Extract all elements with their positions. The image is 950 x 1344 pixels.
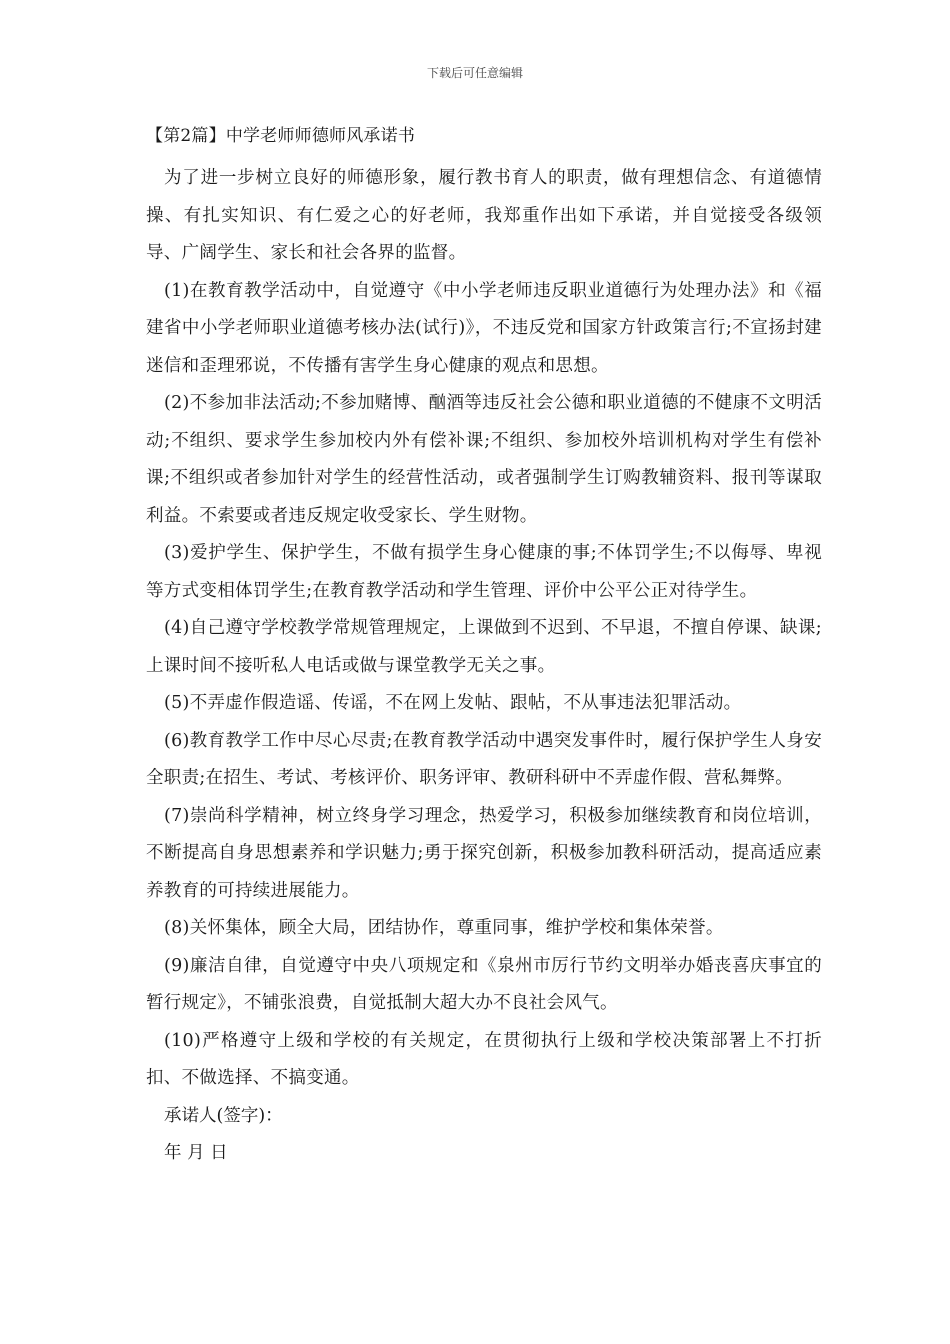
commitment-item-9: (9)廉洁自律，自觉遵守中央八项规定和《泉州市厉行节约文明举办婚丧喜庆事宜的暂行规定》，不铺张浪费，自觉抵制大超大办不良社会风气。	[146, 955, 822, 1013]
commitment-item-10: (10)严格遵守上级和学校的有关规定，在贯彻执行上级和学校决策部署上不打折扣、不做选择、不搞变通。	[146, 1030, 822, 1088]
page-header: 下载后可任意编辑	[426, 66, 523, 80]
commitment-item-6: (6)教育教学工作中尽心尽责;在教育教学活动中遇突发事件时，履行保护学生人身安全职责;在招生、考试、考核评价、职务评审、教研科研中不弄虚作假、营私舞弊。	[146, 730, 822, 788]
date-line: 年 月 日	[164, 1143, 228, 1163]
commitment-item-3: (3)爱护学生、保护学生，不做有损学生身心健康的事;不体罚学生;不以侮辱、卑视等方式变相体罚学生;在教育教学活动和学生管理、评价中公平公正对待学生。	[146, 543, 822, 601]
document-title: 【第2篇】中学老师师德师风承诺书	[146, 126, 416, 146]
commitment-item-5: (5)不弄虚作假造谣、传谣，不在网上发帖、跟帖，不从事违法犯罪活动。	[164, 693, 742, 713]
signature-line: 承诺人(签字)：	[164, 1105, 283, 1126]
commitment-item-1: (1)在教育教学活动中，自觉遵守《中小学老师违反职业道德行为处理办法》和《福建省中小学老师职业道德考核办法(试行)》，不违反党和国家方针政策言行;不宣扬封建迷信和歪理邪说，不传播有害学生身心健康的观点和思想。	[146, 280, 822, 376]
document-body	[146, 118, 822, 1173]
commitment-item-2: (2)不参加非法活动;不参加赌博、酗酒等违反社会公德和职业道德的不健康不文明活动;不组织、要求学生参加校内外有偿补课;不组织、参加校外培训机构对学生有偿补课;不组织或者参加针对学生的经营性活动，或者强制学生订购教辅资料、报刊等谋取利益。不索要或者违反规定收受家长、学生财物。	[146, 393, 822, 526]
commitment-item-7: (7)崇尚科学精神，树立终身学习理念，热爱学习，积极参加继续教育和岗位培训，不断提高自身思想素养和学识魅力;勇于探究创新，积极参加教科研活动，提高适应素养教育的可持续进展能力。	[146, 805, 822, 901]
commitment-item-4: (4)自己遵守学校教学常规管理规定，上课做到不迟到、不早退，不擅自停课、缺课;上课时间不接听私人电话或做与课堂教学无关之事。	[146, 618, 822, 676]
intro-paragraph: 为了进一步树立良好的师德形象，履行教书育人的职责，做有理想信念、有道德情操、有扎实知识、有仁爱之心的好老师，我郑重作出如下承诺，并自觉接受各级领导、广阔学生、家长和社会各界的监督。	[146, 168, 822, 263]
commitment-item-8: (8)关怀集体，顾全大局，团结协作，尊重同事，维护学校和集体荣誉。	[164, 918, 724, 938]
